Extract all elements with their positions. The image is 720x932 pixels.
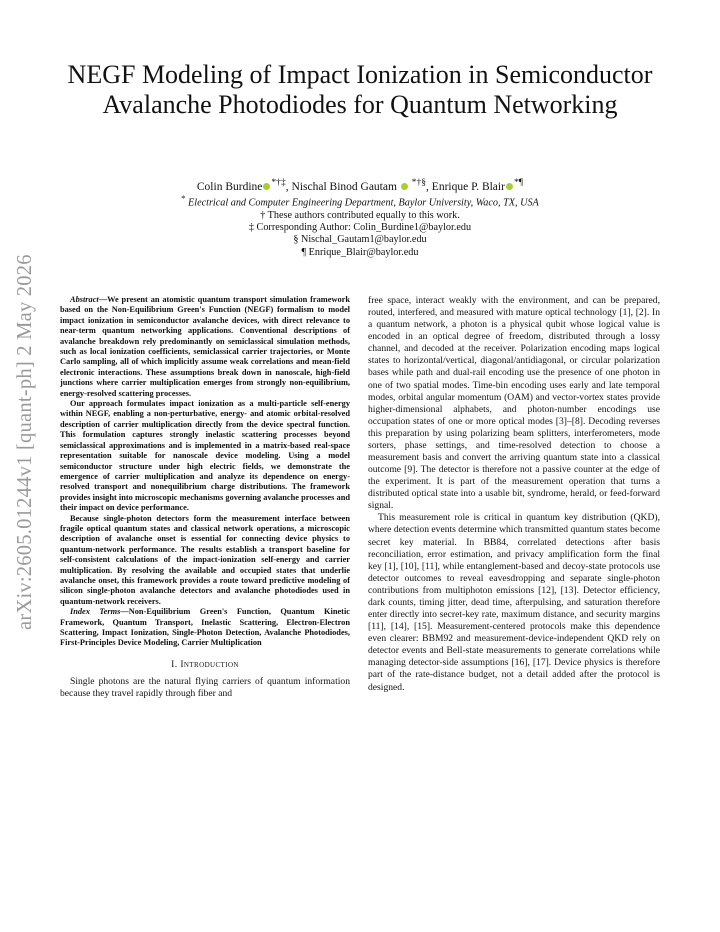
author-marks: *†‡ [271,177,286,188]
abstract-paragraph: Because single-photon detectors form the measurement interface between fragile optical quantum states and classical network operations, a microscopic description of avalanche onset is essential for connecting device physics to quantum-network performance. The results establish a transport baseline for self-consistent calculations of the impact-ionization self-energy and carrier multiplication. By resolving the available and occupied states that underlie avalanche onset, this framework provides a route toward predictive modeling of silicon single-photon avalanche detectors and avalanche photodiodes used in quantum-network receivers. [60,513,350,606]
author-email: ¶ Enrique_Blair@baylor.edu [301,246,419,258]
author-name: Enrique P. Blair [431,180,505,193]
orcid-icon[interactable] [506,183,513,190]
index-terms [60,607,350,649]
equal-contribution-note: † These authors contributed equally to this work. [260,209,460,221]
orcid-icon[interactable] [401,183,408,190]
author-separator: , [426,180,432,193]
right-column [368,295,660,694]
author-name: Nischal Binod Gautam [291,180,397,193]
section-heading: I. Introduction [171,658,239,670]
author-email: § Nischal_Gautam1@baylor.edu [293,234,427,246]
corresponding-author-note: ‡ Corresponding Author: Colin_Burdine1@baylor.edu [248,221,472,233]
author-name: Colin Burdine [196,180,263,193]
abstract-paragraph [60,295,350,399]
abstract-label: Abstract [70,295,99,304]
author-marks: *¶ [513,177,524,188]
affiliation-text: Electrical and Computer Engineering Department, Baylor University, Waco, TX, USA [188,197,539,209]
introduction-left [60,676,350,700]
abstract-paragraph: Our approach formulates impact ionization as a multi-particle self-energy within NEGF, enabling a non-perturbative, energy- and atomic orbital-resolved description of carrier multiplication directly from the device spectral function. This formulation captures strongly inelastic scattering processes beyond semiclassical approximations and is implemented in a matrix-based real-space representation suitable for nanoscale device modeling. Using a model semiconductor structure under high electric fields, we demonstrate the emergence of carrier multiplication and analyze its dependence on energy-resolved transport and nonequilibrium charge distributions. The framework provides insight into microscopic mechanisms governing avalanche processes and their impact on device performance. [60,399,350,513]
left-column [60,295,350,700]
index-terms-label: Index Terms [70,607,121,617]
body-paragraph: This measurement role is critical in quantum key distribution (QKD), where detection events determine which transmitted quantum states become secret key material. In BB84, correlated detections after basis reconciliation, error estimation, and privacy amplification form the final key [1], [10], [11], while entanglement-based and decoy-state protocols use detector outcomes to reveal eavesdropping and separate single-photon contributions from multiphoton emissions [12], [13]. Detector efficiency, dark counts, timing jitter, dead time, afterpulsing, and saturation therefore enter directly into secret-key rate, maximum distance, and security margins [11], [14], [15]. Measurement-centered protocols make this dependence even clearer: BBM92 and measurement-device-independent QKD rely on detector events and Bell-state measurements to generate correlations while managing detector-side assumptions [16], [17]. Device physics is therefore part of the rate-distance budget, not a detail added after the protocol is designed. [368,512,660,693]
author-separator: , [285,180,292,193]
abstract [60,295,350,649]
body-paragraph: free space, interact weakly with the environment, and can be prepared, routed, interfered, and measured with mature optical technology [1], [2]. In a quantum network, a photon is a physical qubit whose logical value is encoded in an optical degree of freedom, distributed through a lossy channel, and decoded at the receiver. Polarization encoding maps logical states to horizontal/vertical, diagonal/antidiagonal, or circular polarization bases while path and dual-rail encoding use the presence of one photon in one of two spatial modes. Time-bin encoding uses early and late temporal modes, orbital angular momentum (OAM) and vector-vortex states provide higher-dimensional alphabets, and photon-number encodings use occupation states of one or more optical modes [3]–[8]. Decoding reverses this preparation by using polarizing beam splitters, interferometers, mode sorters, phase settings, and time-resolved detection to choose a measurement basis and convert the arriving quantum state into a classical outcome [9]. The detector is therefore not a passive counter at the edge of the experiment. It is part of the measurement operation that turns a distributed optical state into a usable bit, syndrome, herald, or feed-forward signal. [368,295,660,512]
paper-title: NEGF Modeling of Impact Ionization in Semiconductor Avalanche Photodiodes for Quantum Networking [67,60,653,119]
body-paragraph: Single photons are the natural flying carriers of quantum information because they travel rapidly through fiber and [60,676,350,700]
index-terms-text: —Non-Equilibrium Green's Function, Quantum Kinetic Framework, Quantum Transport, Inelastic Scattering, Electron-Electron Scattering, Impact Ionization, Single-Photon Detection, Avalanche Photodiodes, First-Principles Device Modeling, Carrier Multiplication [60,607,350,648]
author-marks: *†§ [411,177,427,188]
affiliations [60,192,660,259]
orcid-icon[interactable] [263,183,270,190]
arxiv-stamp: arXiv:2605.01244v1 [quant-ph] 2 May 2026 [14,254,36,630]
abstract-text: —We present an atomistic quantum transport simulation framework based on the Non-Equilibrium Green's Function (NEGF) formalism to model impact ionization in semiconductor avalanche devices, with direct relevance to near-term quantum networking applications. Conventional descriptions of avalanche breakdown rely predominantly on semiclassical simulation methods, such as local ionization coefficients, semiclassical carrier trajectories, or Monte Carlo sampling, all of which implicitly assume weak correlations and mean-field electronic interactions. These assumptions break down in nanoscale, high-field junctions where carrier multiplication emerges from strongly non-equilibrium, energy-resolved scattering processes. [60,295,350,398]
affiliation-mark: * [181,193,186,203]
affiliation-line [60,192,660,210]
